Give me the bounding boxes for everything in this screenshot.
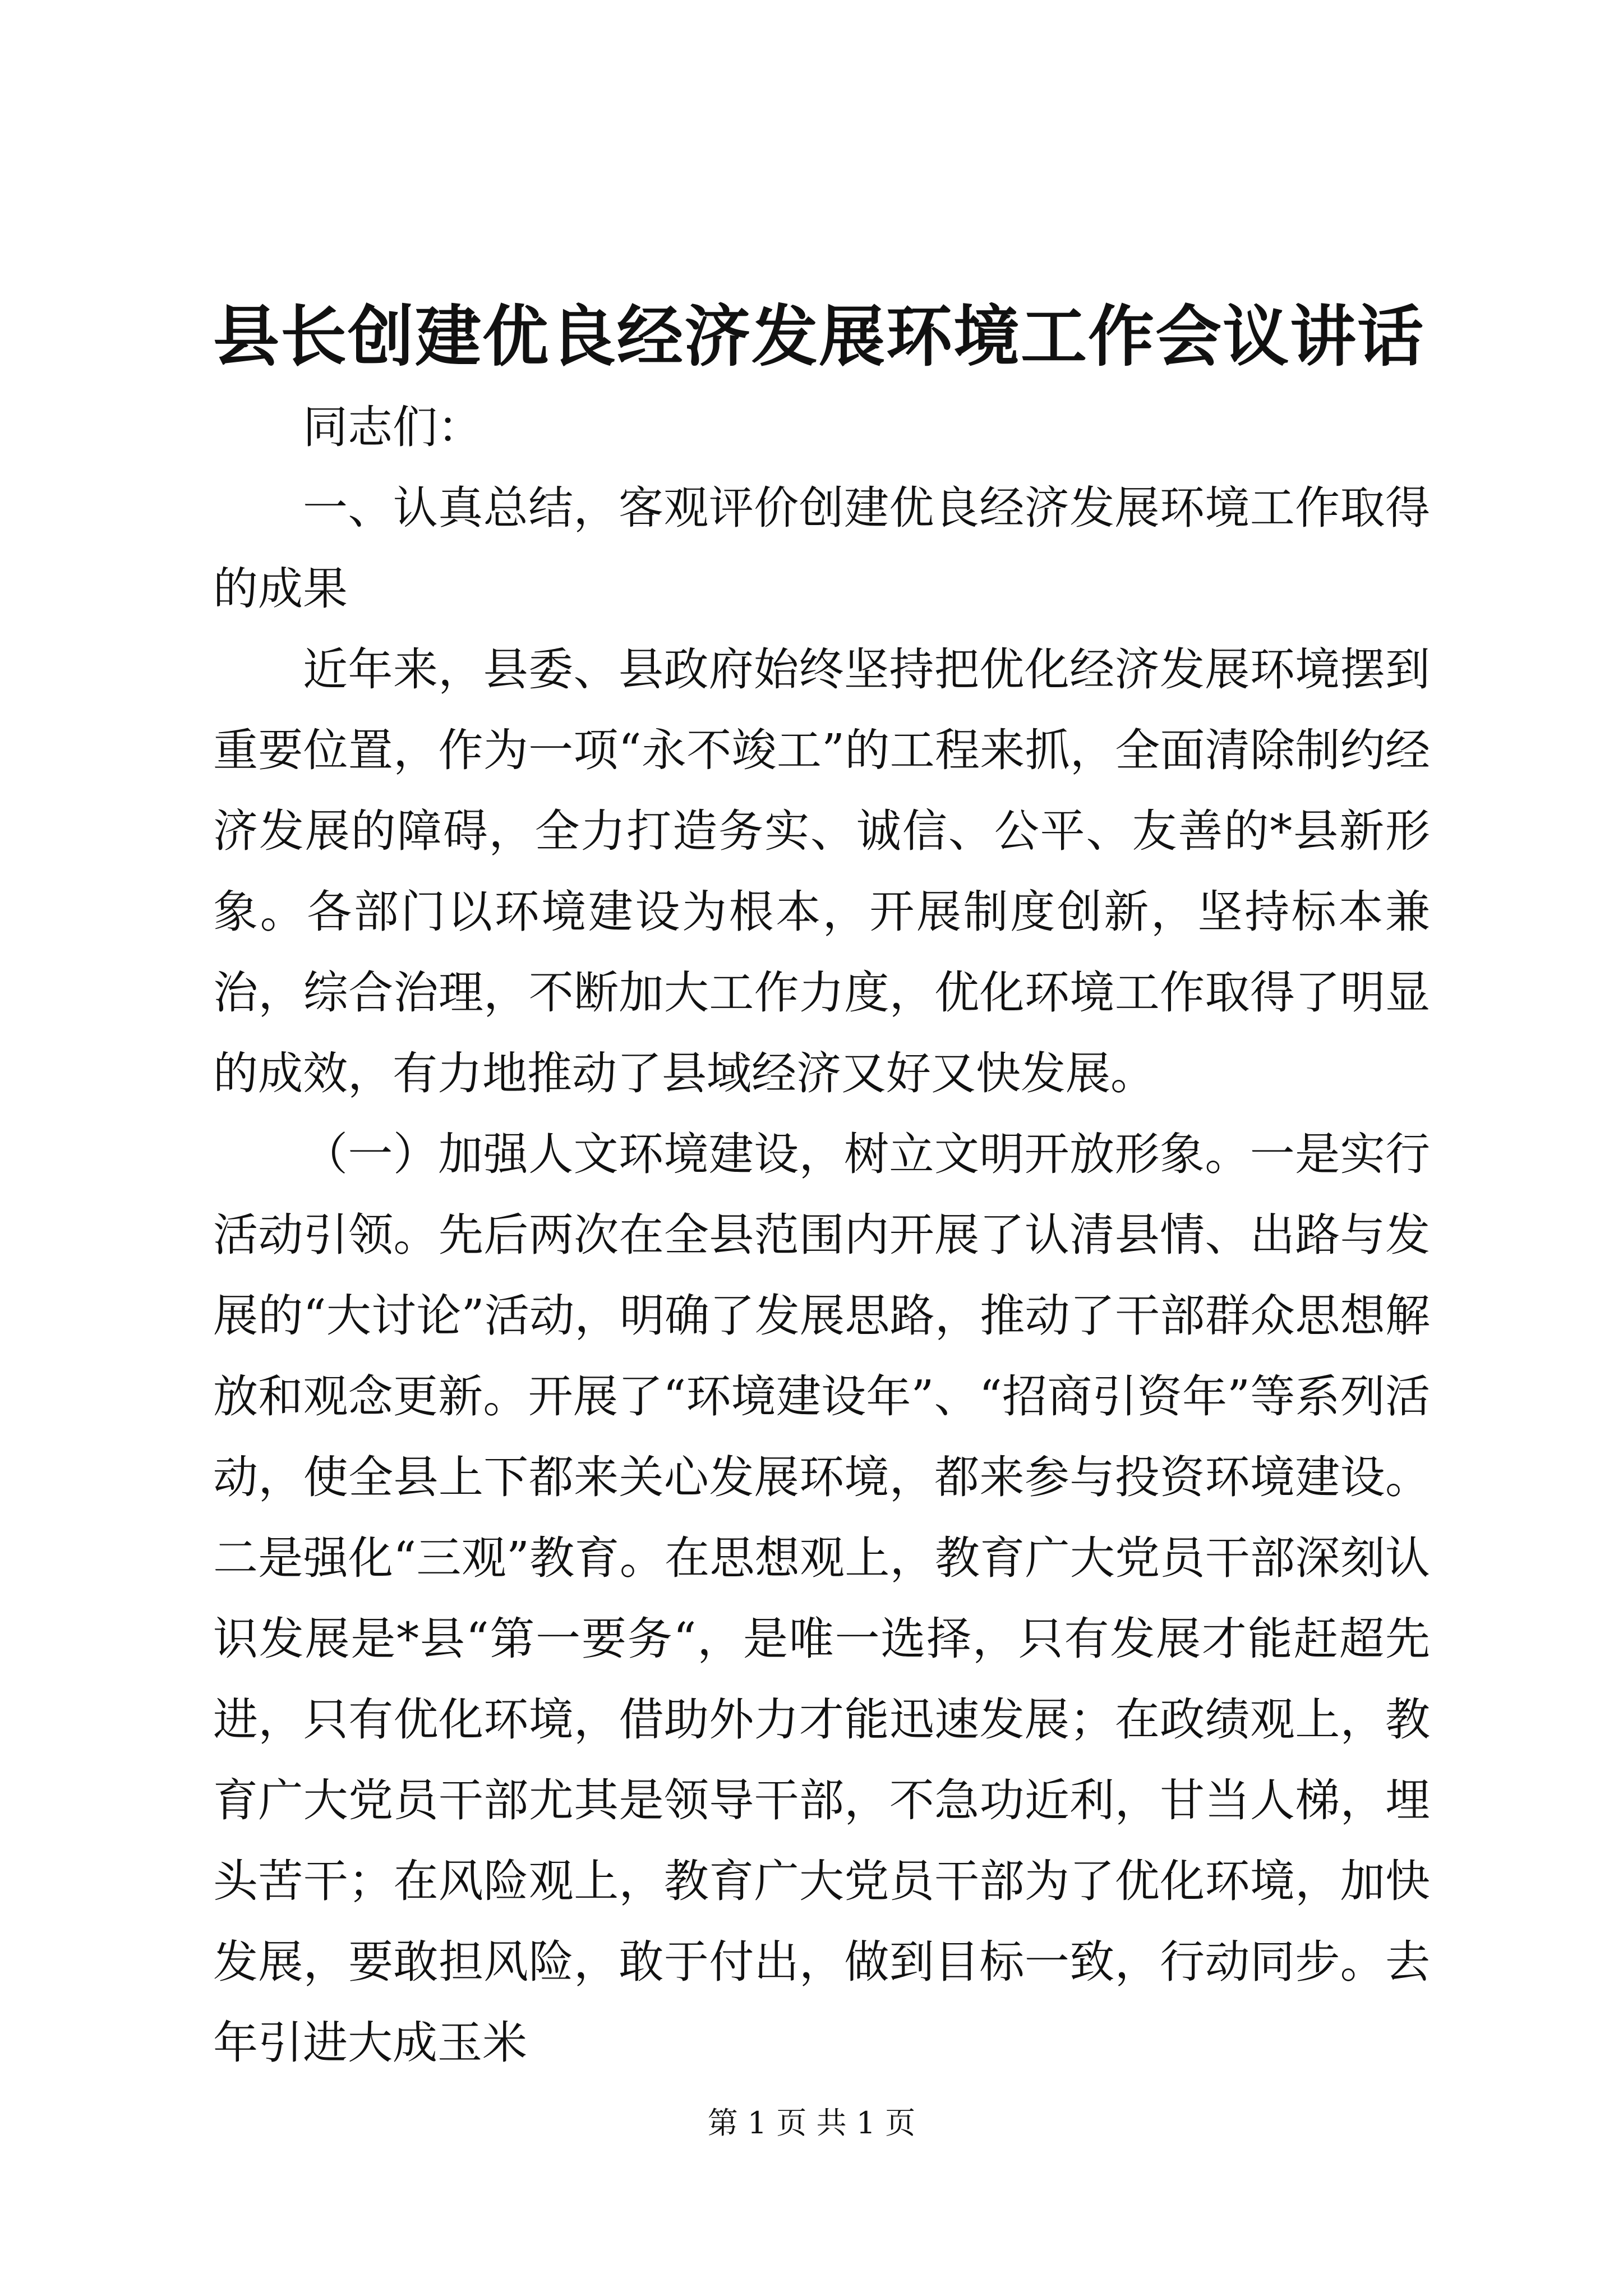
body-paragraph: 近年来，县委、县政府始终坚持把优化经济发展环境摆到重要位置，作为一项“永不竣工”的工程来抓，全面清除制约经济发展的障碍，全力打造务实、诚信、公平、友善的*县新形象。各部门以环境建设为根本，开展制度创新，坚持标本兼治，综合治理，不断加大工作力度，优化环境工作取得了明显的成效，有力地推动了县域经济又好又快发展。: [213, 643, 1430, 1099]
document-body: [213, 387, 1430, 2083]
section-heading-paragraph: 一、认真总结，客观评价创建优良经济发展环境工作取得的成果: [213, 482, 1430, 615]
page-footer: 第 1 页 共 1 页: [707, 2105, 916, 2141]
body-paragraph: （一）加强人文环境建设，树立文明开放形象。一是实行活动引领。先后两次在全县范围内开展了认清县情、出路与发展的“大讨论”活动，明确了发展思路，推动了干部群众思想解放和观念更新。开展了“环境建设年”、“招商引资年”等系列活动，使全县上下都来关心发展环境，都来参与投资环境建设。二是强化“三观”教育。在思想观上，教育广大党员干部深刻认识发展是*县“第一要务“，是唯一选择，只有发展才能赶超先进，只有优化环境，借助外力才能迅速发展；在政绩观上，教育广大党员干部尤其是领导干部，不急功近利，甘当人梯，埋头苦干；在风险观上，教育广大党员干部为了优化环境，加快发展，要敢担风险，敢于付出，做到目标一致，行动同步。去年引进大成玉米: [213, 1128, 1430, 2069]
document-title: 县长创建优良经济发展环境工作会议讲话: [213, 297, 1425, 375]
salutation-paragraph: 同志们：: [303, 401, 482, 453]
